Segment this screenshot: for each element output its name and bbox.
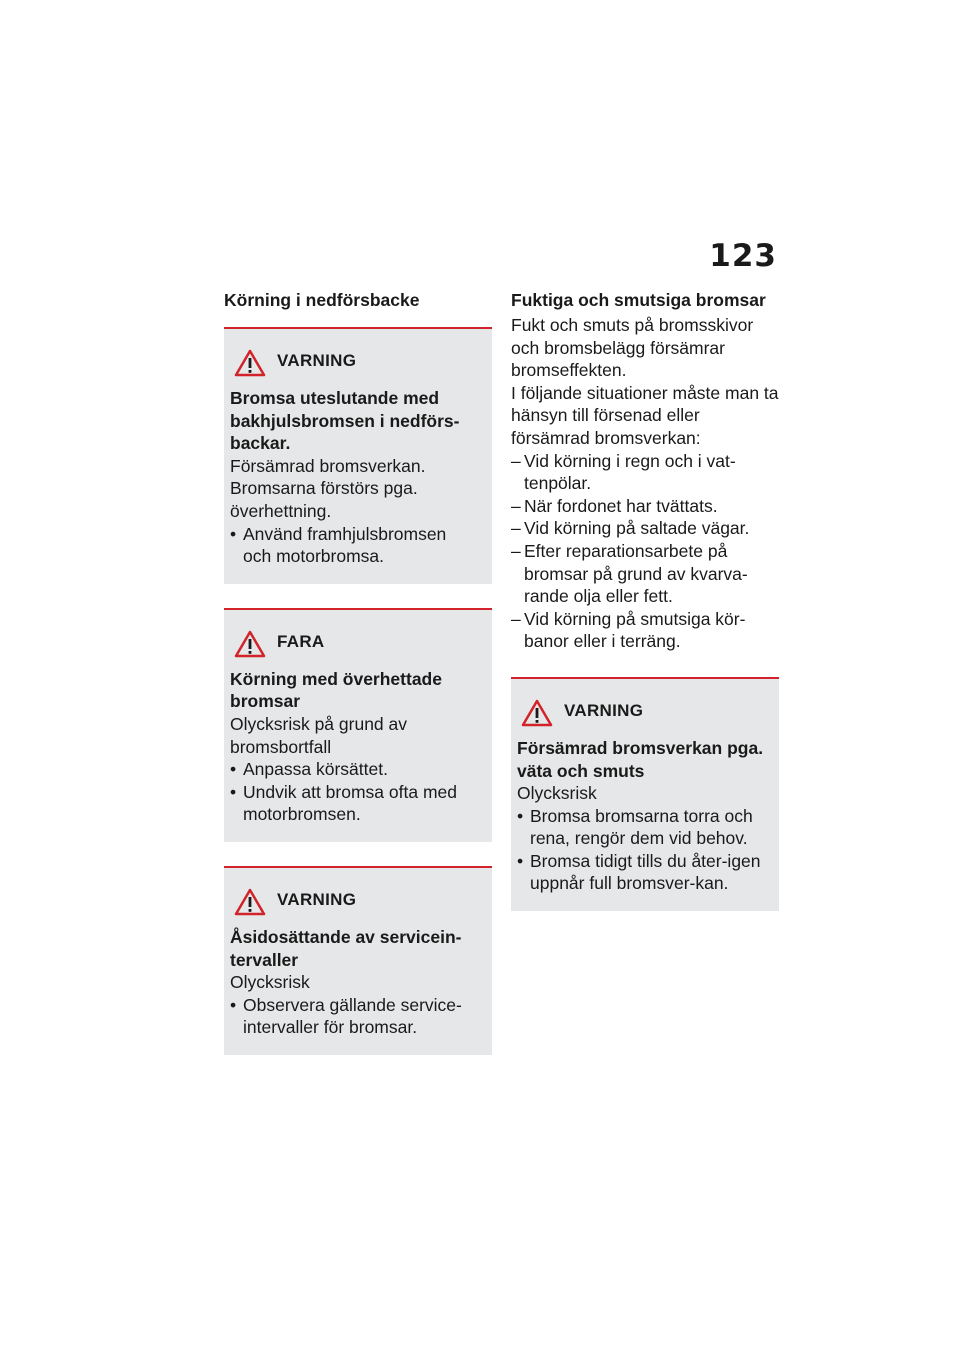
box-text: Försämrad bromsverkan. Bromsarna förstörs pga. överhettning. [230,455,426,521]
intro-paragraph: Fukt och smuts på bromsskivor och bromsbelägg försämrar bromseffekten. [511,315,754,381]
bullet-item: • Anpassa körsättet. [230,759,388,780]
box-text: Olycksrisk [230,972,310,993]
box-header [517,697,765,737]
bullet-item: • Observera gällande service-intervaller för bromsar. [230,994,462,1038]
box-title: VARNING [277,889,357,909]
section-heading-wet-brakes: Fuktiga och smutsiga bromsar [511,290,766,310]
page-number: 123 [709,238,777,274]
box-strong-text: Försämrad bromsverkan pga. väta och smuts [517,737,764,781]
box-text: Olycksrisk på grund av bromsbortfall [230,713,408,757]
bullet-item: • Bromsa tidigt tills du åter-igen uppnår full bromsver-kan. [517,850,761,894]
warning-triangle-icon [234,888,266,916]
right-column [511,288,779,935]
box-text: Olycksrisk [517,783,597,804]
box-strong-text: Bromsa uteslutande med bakhjulsbromsen i nedförs-backar. [230,388,460,454]
box-title: FARA [277,631,325,651]
list-item: – Vid körning i regn och i vat-tenpölar. [511,450,736,494]
warning-box [511,677,779,911]
danger-box [224,608,492,842]
warning-box [224,866,492,1055]
box-header [230,628,478,668]
list-item: – När fordonet har tvättats. [511,495,718,516]
box-title: VARNING [277,351,357,370]
warning-triangle-icon [234,630,266,658]
list-item: – Efter reparationsarbete på bromsar på grund av kvarva-rande olja eller fett. [511,540,748,607]
warning-triangle-icon [521,699,553,727]
box-strong-text: Körning med överhettade bromsar [230,668,442,712]
bullet-item: • Använd framhjulsbromsen och motorbromsa. [230,523,447,567]
list-item: – Vid körning på saltade vägar. [511,518,750,539]
box-header [230,886,478,926]
warning-triangle-icon [234,349,266,377]
bullet-item: • Undvik att bromsa ofta med motorbromsen. [230,781,457,825]
list-item: – Vid körning på smutsiga kör-banor eller i terräng. [511,608,746,652]
bullet-item: • Bromsa bromsarna torra och rena, rengör dem vid behov. [517,805,753,849]
intro-paragraph-2: I följande situationer måste man ta hänsyn till försenad eller försämrad bromsverkan: [511,382,779,448]
warning-box [224,327,492,584]
situation-list [511,450,779,653]
box-header [230,347,478,387]
box-strong-text: Åsidosättande av servicein-tervaller [230,926,462,970]
box-title: VARNING [564,700,644,720]
left-column [224,288,492,1079]
section-heading-downhill: Körning i nedförsbacke [224,290,420,310]
